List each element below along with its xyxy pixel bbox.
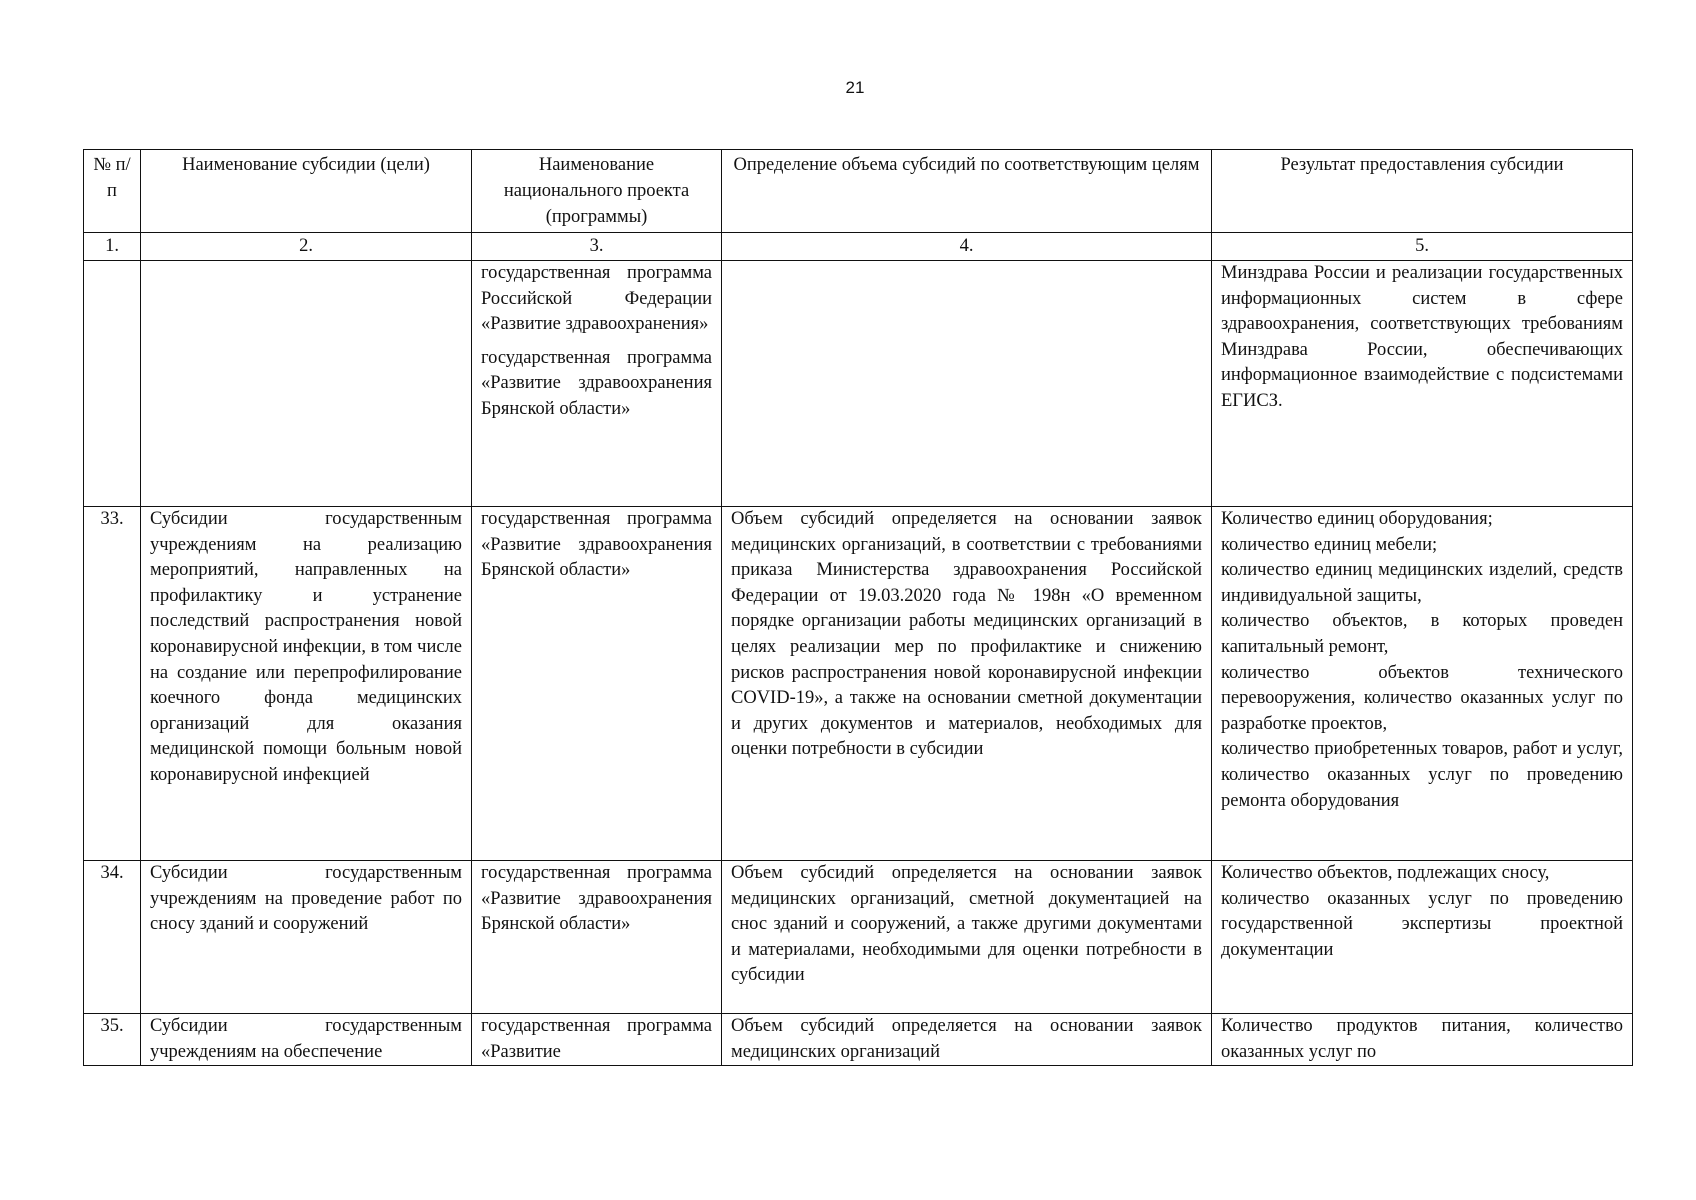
row-subsidy-name xyxy=(141,261,472,507)
program-paragraph: государственная программа Российской Федерации «Развитие здравоохранения» xyxy=(481,263,712,335)
result-line: количество объектов технического перевооружения, количество оказанных услуг по разработке проектов, xyxy=(1221,662,1623,734)
column-number: 4. xyxy=(722,233,1212,261)
result-line: количество объектов, в которых проведен капитальный ремонт, xyxy=(1221,611,1623,657)
result-line: количество единиц медицинских изделий, средств индивидуальной защиты, xyxy=(1221,560,1623,606)
table-row xyxy=(84,861,1633,1014)
header-subsidy-name: Наименование субсидии (цели) xyxy=(141,150,472,233)
column-number: 1. xyxy=(84,233,141,261)
table-header-row xyxy=(84,150,1633,233)
row-num: 33. xyxy=(84,507,141,861)
header-volume: Определение объема субсидий по соответствующим целям xyxy=(722,150,1212,233)
result-line: количество оказанных услуг по проведению государственной экспертизы проектной документации xyxy=(1221,888,1623,960)
result-line: Количество объектов, подлежащих сносу, xyxy=(1221,863,1550,883)
column-number: 2. xyxy=(141,233,472,261)
table-row xyxy=(84,261,1633,507)
row-result xyxy=(1212,507,1633,861)
result-line: количество единиц мебели; xyxy=(1221,534,1438,555)
column-number: 5. xyxy=(1212,233,1633,261)
row-program xyxy=(472,261,722,507)
row-volume: Объем субсидий определяется на основании заявок медицинских организаций xyxy=(722,1014,1212,1066)
row-num xyxy=(84,261,141,507)
subsidy-table xyxy=(83,149,1633,1066)
row-result: Количество продуктов питания, количество оказанных услуг по xyxy=(1212,1014,1633,1066)
row-num: 34. xyxy=(84,861,141,1014)
program-paragraph: государственная программа «Развитие здравоохранения Брянской области» xyxy=(481,347,712,419)
table-row xyxy=(84,1014,1633,1066)
row-program: государственная программа «Развитие здравоохранения Брянской области» xyxy=(472,861,722,1014)
table-row xyxy=(84,507,1633,861)
row-program: государственная программа «Развитие здравоохранения Брянской области» xyxy=(472,507,722,861)
row-result xyxy=(1212,861,1633,1014)
row-subsidy-name: Субсидии государственным учреждениям на реализацию мероприятий, направленных на профилактику и устранение последствий распространения новой коронавирусной инфекции, в том числе на создание или перепрофилирование коечного фонда медицинских организаций для оказания медицинской помощи больным новой коронавирусной инфекцией xyxy=(141,507,472,861)
row-program: государственная программа «Развитие xyxy=(472,1014,722,1066)
column-number: 3. xyxy=(472,233,722,261)
row-volume: Объем субсидий определяется на основании заявок медицинских организаций, в соответствии с требованиями приказа Министерства здравоохранения Российской Федерации от 19.03.2020 года № 198н «О временном порядке организации работы медицинских организаций в целях реализации мер по профилактике и снижению рисков распространения новой коронавирусной инфекции COVID-19», а также на основании сметной документации и других документов и материалов, необходимых для оценки потребности в субсидии xyxy=(722,507,1212,861)
row-volume: Объем субсидий определяется на основании заявок медицинских организаций, сметной документацией на снос зданий и сооружений, а также другими документами и материалами, необходимыми для оценки потребности в субсидии xyxy=(722,861,1212,1014)
header-program: Наименование национального проекта (программы) xyxy=(472,150,722,233)
row-num: 35. xyxy=(84,1014,141,1066)
column-number-row xyxy=(84,233,1633,261)
row-result: Минздрава России и реализации государственных информационных систем в сфере здравоохранения, соответствующих требованиям Минздрава России, обеспечивающих информационное взаимодействие с подсистемами ЕГИСЗ. xyxy=(1212,261,1633,507)
row-subsidy-name: Субсидии государственным учреждениям на обеспечение xyxy=(141,1014,472,1066)
row-subsidy-name: Субсидии государственным учреждениям на проведение работ по сносу зданий и сооружений xyxy=(141,861,472,1014)
page-number: 21 xyxy=(845,78,865,97)
header-result: Результат предоставления субсидии xyxy=(1212,150,1633,233)
result-line: количество приобретенных товаров, работ и услуг, количество оказанных услуг по проведению ремонта оборудования xyxy=(1221,739,1623,811)
header-num: № п/п xyxy=(84,150,141,233)
row-volume xyxy=(722,261,1212,507)
result-line: Количество единиц оборудования; xyxy=(1221,509,1493,529)
